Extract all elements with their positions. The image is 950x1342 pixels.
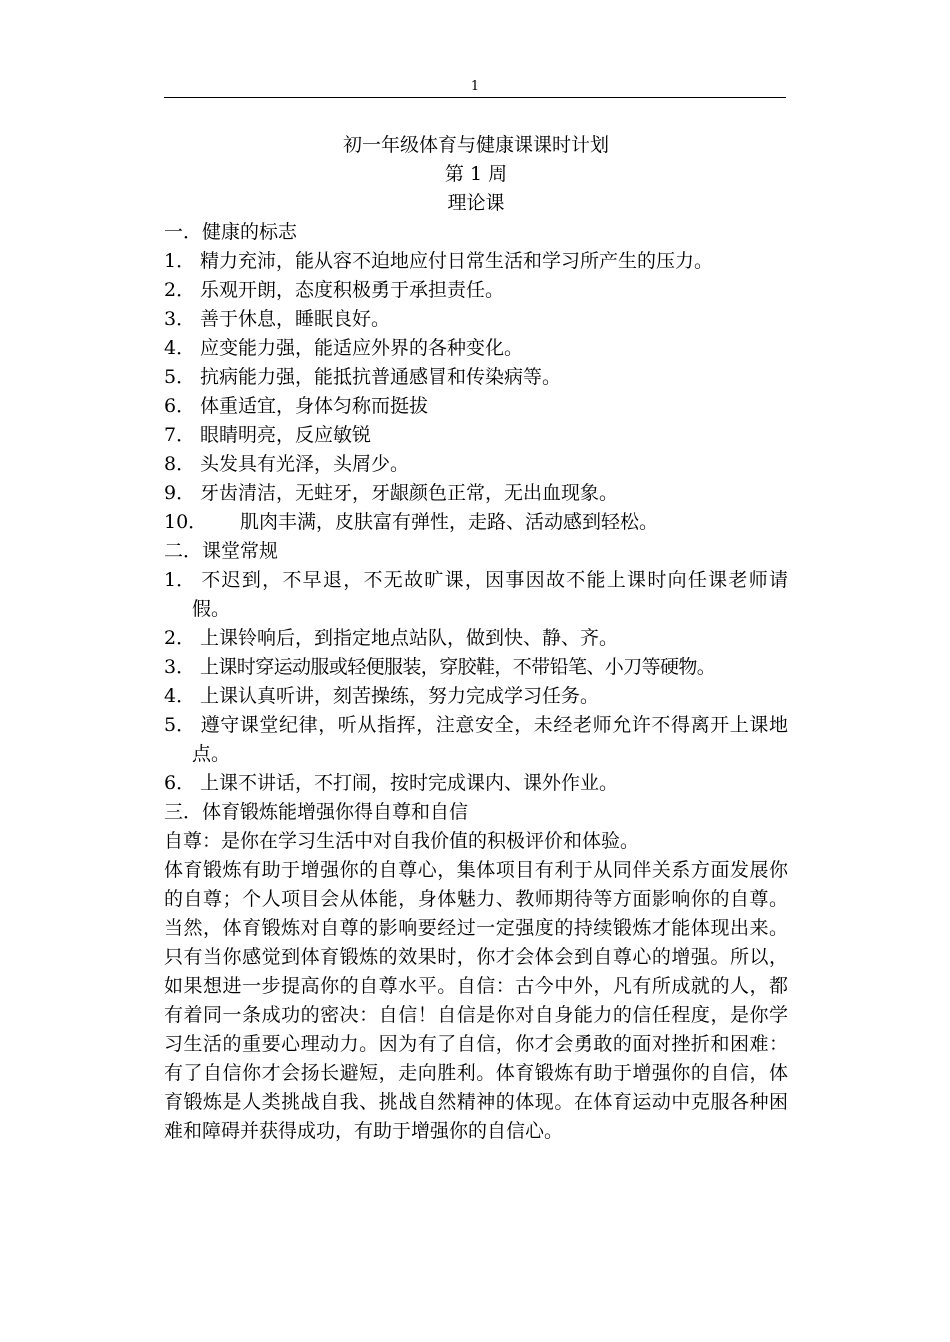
list-text: 体重适宜，身体匀称而挺拔 (200, 395, 429, 417)
list-text: 上课不讲话，不打闹，按时完成课内、课外作业。 (200, 772, 619, 794)
section-heading-class-rules: 二．课堂常规 (164, 540, 279, 562)
list-item (164, 421, 788, 450)
list-text: 头发具有光泽，头屑少。 (200, 453, 410, 475)
list-item (164, 334, 788, 363)
list-item (164, 682, 788, 711)
list-text: 应变能力强，能适应外界的各种变化。 (200, 337, 524, 359)
document-title: 初一年级体育与健康课课时计划 (342, 134, 609, 156)
list-item (164, 769, 788, 798)
list-number: 10． (164, 511, 208, 533)
list-number: 1． (164, 569, 196, 591)
list-text: 善于休息，睡眠良好。 (200, 308, 391, 330)
list-number: 5． (164, 366, 196, 388)
list-item (164, 276, 788, 305)
list-text: 上课铃响后，到指定地点站队，做到快、静、齐。 (200, 627, 619, 649)
list-number: 1． (164, 250, 196, 272)
list-number: 2． (164, 627, 196, 649)
list-text: 肌肉丰满，皮肤富有弹性，走路、活动感到轻松。 (240, 511, 659, 533)
list-number: 3． (164, 656, 196, 678)
section-heading-exercise-confidence: 三．体育锻炼能增强你得自尊和自信 (164, 801, 469, 823)
list-text: 眼睛明亮，反应敏锐 (200, 424, 372, 446)
document-body (164, 131, 788, 1146)
list-number: 4． (164, 685, 196, 707)
list-item (164, 711, 788, 769)
page-number: 1 (470, 79, 480, 94)
list-number: 4． (164, 337, 196, 359)
list-number: 6． (164, 395, 196, 417)
list-item (164, 508, 788, 537)
week-label: 第 1 周 (444, 163, 508, 185)
list-number: 3． (164, 308, 196, 330)
list-item (164, 479, 788, 508)
list-text: 精力充沛，能从容不迫地应付日常生活和学习所产生的压力。 (200, 250, 714, 272)
list-item (164, 653, 788, 682)
list-text: 牙齿清洁，无蛀牙，牙龈颜色正常，无出血现象。 (200, 482, 619, 504)
list-item (164, 450, 788, 479)
list-item (164, 566, 788, 624)
list-text: 乐观开朗，态度积极勇于承担责任。 (200, 279, 505, 301)
list-text: 抗病能力强，能抵抗普通感冒和传染病等。 (200, 366, 562, 388)
list-text: 遵守课堂纪律，听从指挥，注意安全，未经老师允许不得离开上课地点。 (192, 714, 788, 765)
list-number: 8． (164, 453, 196, 475)
body-paragraph: 体育锻炼有助于增强你的自尊心，集体项目有利于从同伴关系方面发展你的自尊；个人项目会从体能，身体魅力、教师期待等方面影响你的自尊。当然，体育锻炼对自尊的影响要经过一定强度的持续锻炼才能体现出来。只有当你感觉到体育锻炼的效果时，你才会体会到自尊心的增强。所以，如果想进一步提高你的自尊水平。自信：古今中外，凡有所成就的人，都有着同一条成功的密决：自信！自信是你对自身能力的信任程度，是你学习生活的重要心理动力。因为有了自信，你才会勇敢的面对挫折和困难：有了自信你才会扬长避短，走向胜利。体育锻炼有助于增强你的自信，体育锻炼是人类挑战自我、挑战自然精神的体现。在体育运动中克服各种困难和障碍并获得成功，有助于增强你的自信心。 (164, 859, 788, 1142)
list-item (164, 363, 788, 392)
list-item (164, 247, 788, 276)
header-rule (164, 97, 786, 98)
list-text: 上课认真听讲，刻苦操练，努力完成学习任务。 (200, 685, 600, 707)
lesson-type: 理论课 (447, 192, 505, 214)
list-text: 不迟到，不早退，不无故旷课，因事因故不能上课时向任课老师请假。 (192, 569, 788, 620)
section-heading-health-signs: 一．健康的标志 (164, 221, 298, 243)
list-item (164, 392, 788, 421)
list-item (164, 305, 788, 334)
list-number: 2． (164, 279, 196, 301)
self-esteem-definition: 自尊：是你在学习生活中对自我价值的积极评价和体验。 (164, 830, 640, 852)
list-number: 7． (164, 424, 196, 446)
list-number: 9． (164, 482, 196, 504)
list-number: 5． (164, 714, 196, 736)
list-number: 6． (164, 772, 196, 794)
list-text: 上课时穿运动服或轻便服装，穿胶鞋，不带铅笔、小刀等硬物。 (200, 656, 716, 678)
list-item (164, 624, 788, 653)
